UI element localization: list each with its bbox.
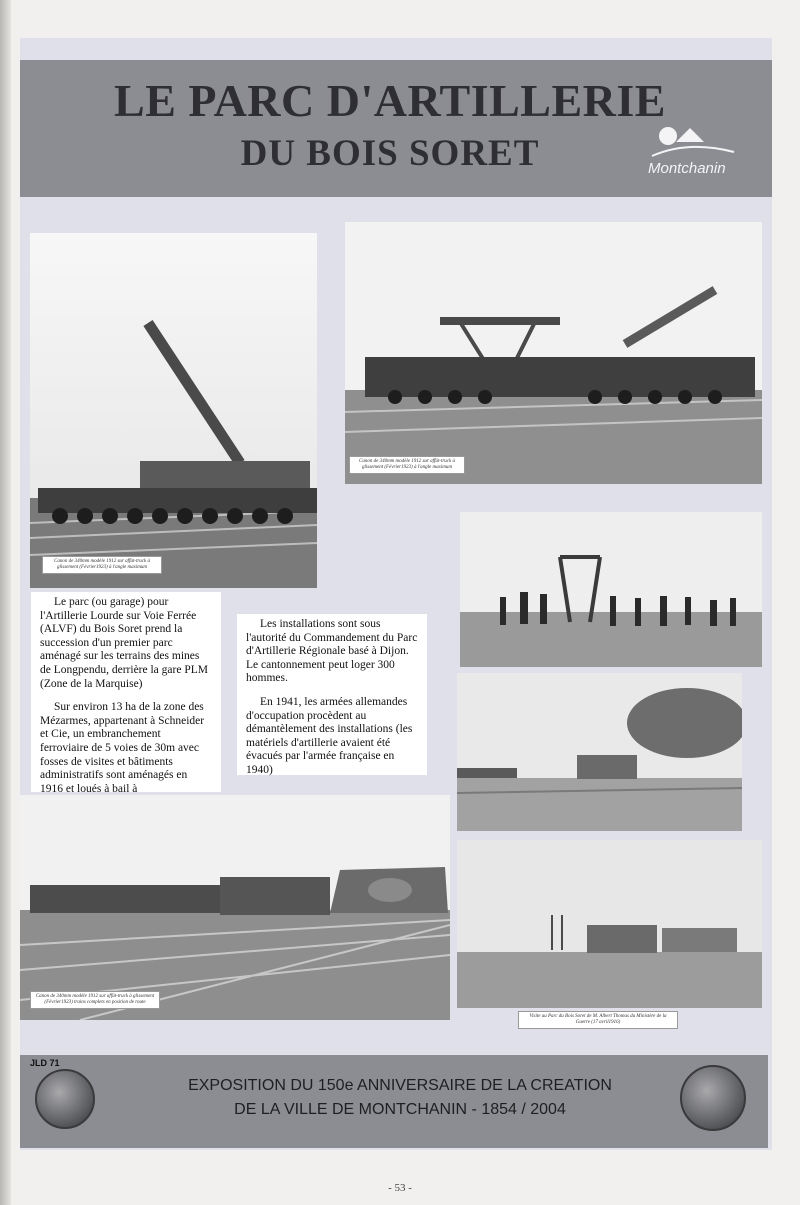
photo-smoke-wagon [457, 673, 742, 831]
page-binding-edge [0, 0, 11, 1205]
photo-caption: Canon de 340mm modèle 1912 sur affût-truck à glissement (Février1923) à l'angle maximum [349, 456, 465, 474]
paragraph: Les installations sont sous l'autorité du Commandement du Parc d'Artillerie Régionale basé à Dijon. Le cantonnement peut loger 300 hommes. [246, 618, 418, 685]
photo-visit [457, 840, 762, 1008]
title-band [20, 60, 772, 197]
medal-left-icon [35, 1069, 95, 1129]
medal-right-icon [680, 1065, 746, 1131]
photo-railway-gun-elevated [30, 233, 317, 588]
page-number: - 53 - [388, 1182, 412, 1194]
footer-exhibition-line1: EXPOSITION DU 150e ANNIVERSAIRE DE LA CREATION [188, 1077, 612, 1094]
poster-title: LE PARC D'ARTILLERIE [114, 75, 666, 126]
footer-exhibition-line2: DE LA VILLE DE MONTCHANIN - 1854 / 2004 [234, 1101, 566, 1118]
photo-caption: Canon de 340mm modèle 1912 sur affût-truck à glissement (Février1923) à l'angle maximum [42, 556, 162, 574]
text-box-history [31, 592, 221, 795]
photo-crowd-crane [460, 512, 762, 667]
code-label: JLD 71 [30, 1058, 60, 1068]
footer-band [20, 1055, 768, 1148]
text-box-installations [237, 614, 427, 775]
photo-caption: Canon de 340mm modèle 1912 sur affût-truck à glissement (Février1923) trains complets en position de route [30, 991, 160, 1009]
poster-subtitle: DU BOIS SORET [240, 133, 540, 174]
logo-text: Montchanin [648, 160, 726, 177]
photo-complete-trains [20, 795, 450, 1020]
paragraph: Le parc (ou garage) pour l'Artillerie Lourde sur Voie Ferrée (ALVF) du Bois Soret prend la succession d'un premier parc aménagé sur les terrains des mines de Longpendu, derrière la gare PLM (Zone de la Marquise) [40, 596, 208, 690]
paragraph: Sur environ 13 ha de la zone des Mézarmes, appartenant à Schneider et Cie, un embranchement ferroviaire de 5 voies de 30m avec fosses de visites et bâtiments administratifs sont aménagés en 1916 et loués à bail à [40, 701, 205, 795]
photo-caption: Visite au Parc du Bois Soret de M. Albert Thomas du Ministère de la Guerre (17 avril1916) [518, 1011, 678, 1029]
paragraph: En 1941, les armées allemandes d'occupation procèdent au démantèlement des installations (les matériels d'artillerie avaient été évacués par l'armée française en 1940) [246, 695, 413, 776]
photo-railway-gun-crane [345, 222, 762, 484]
